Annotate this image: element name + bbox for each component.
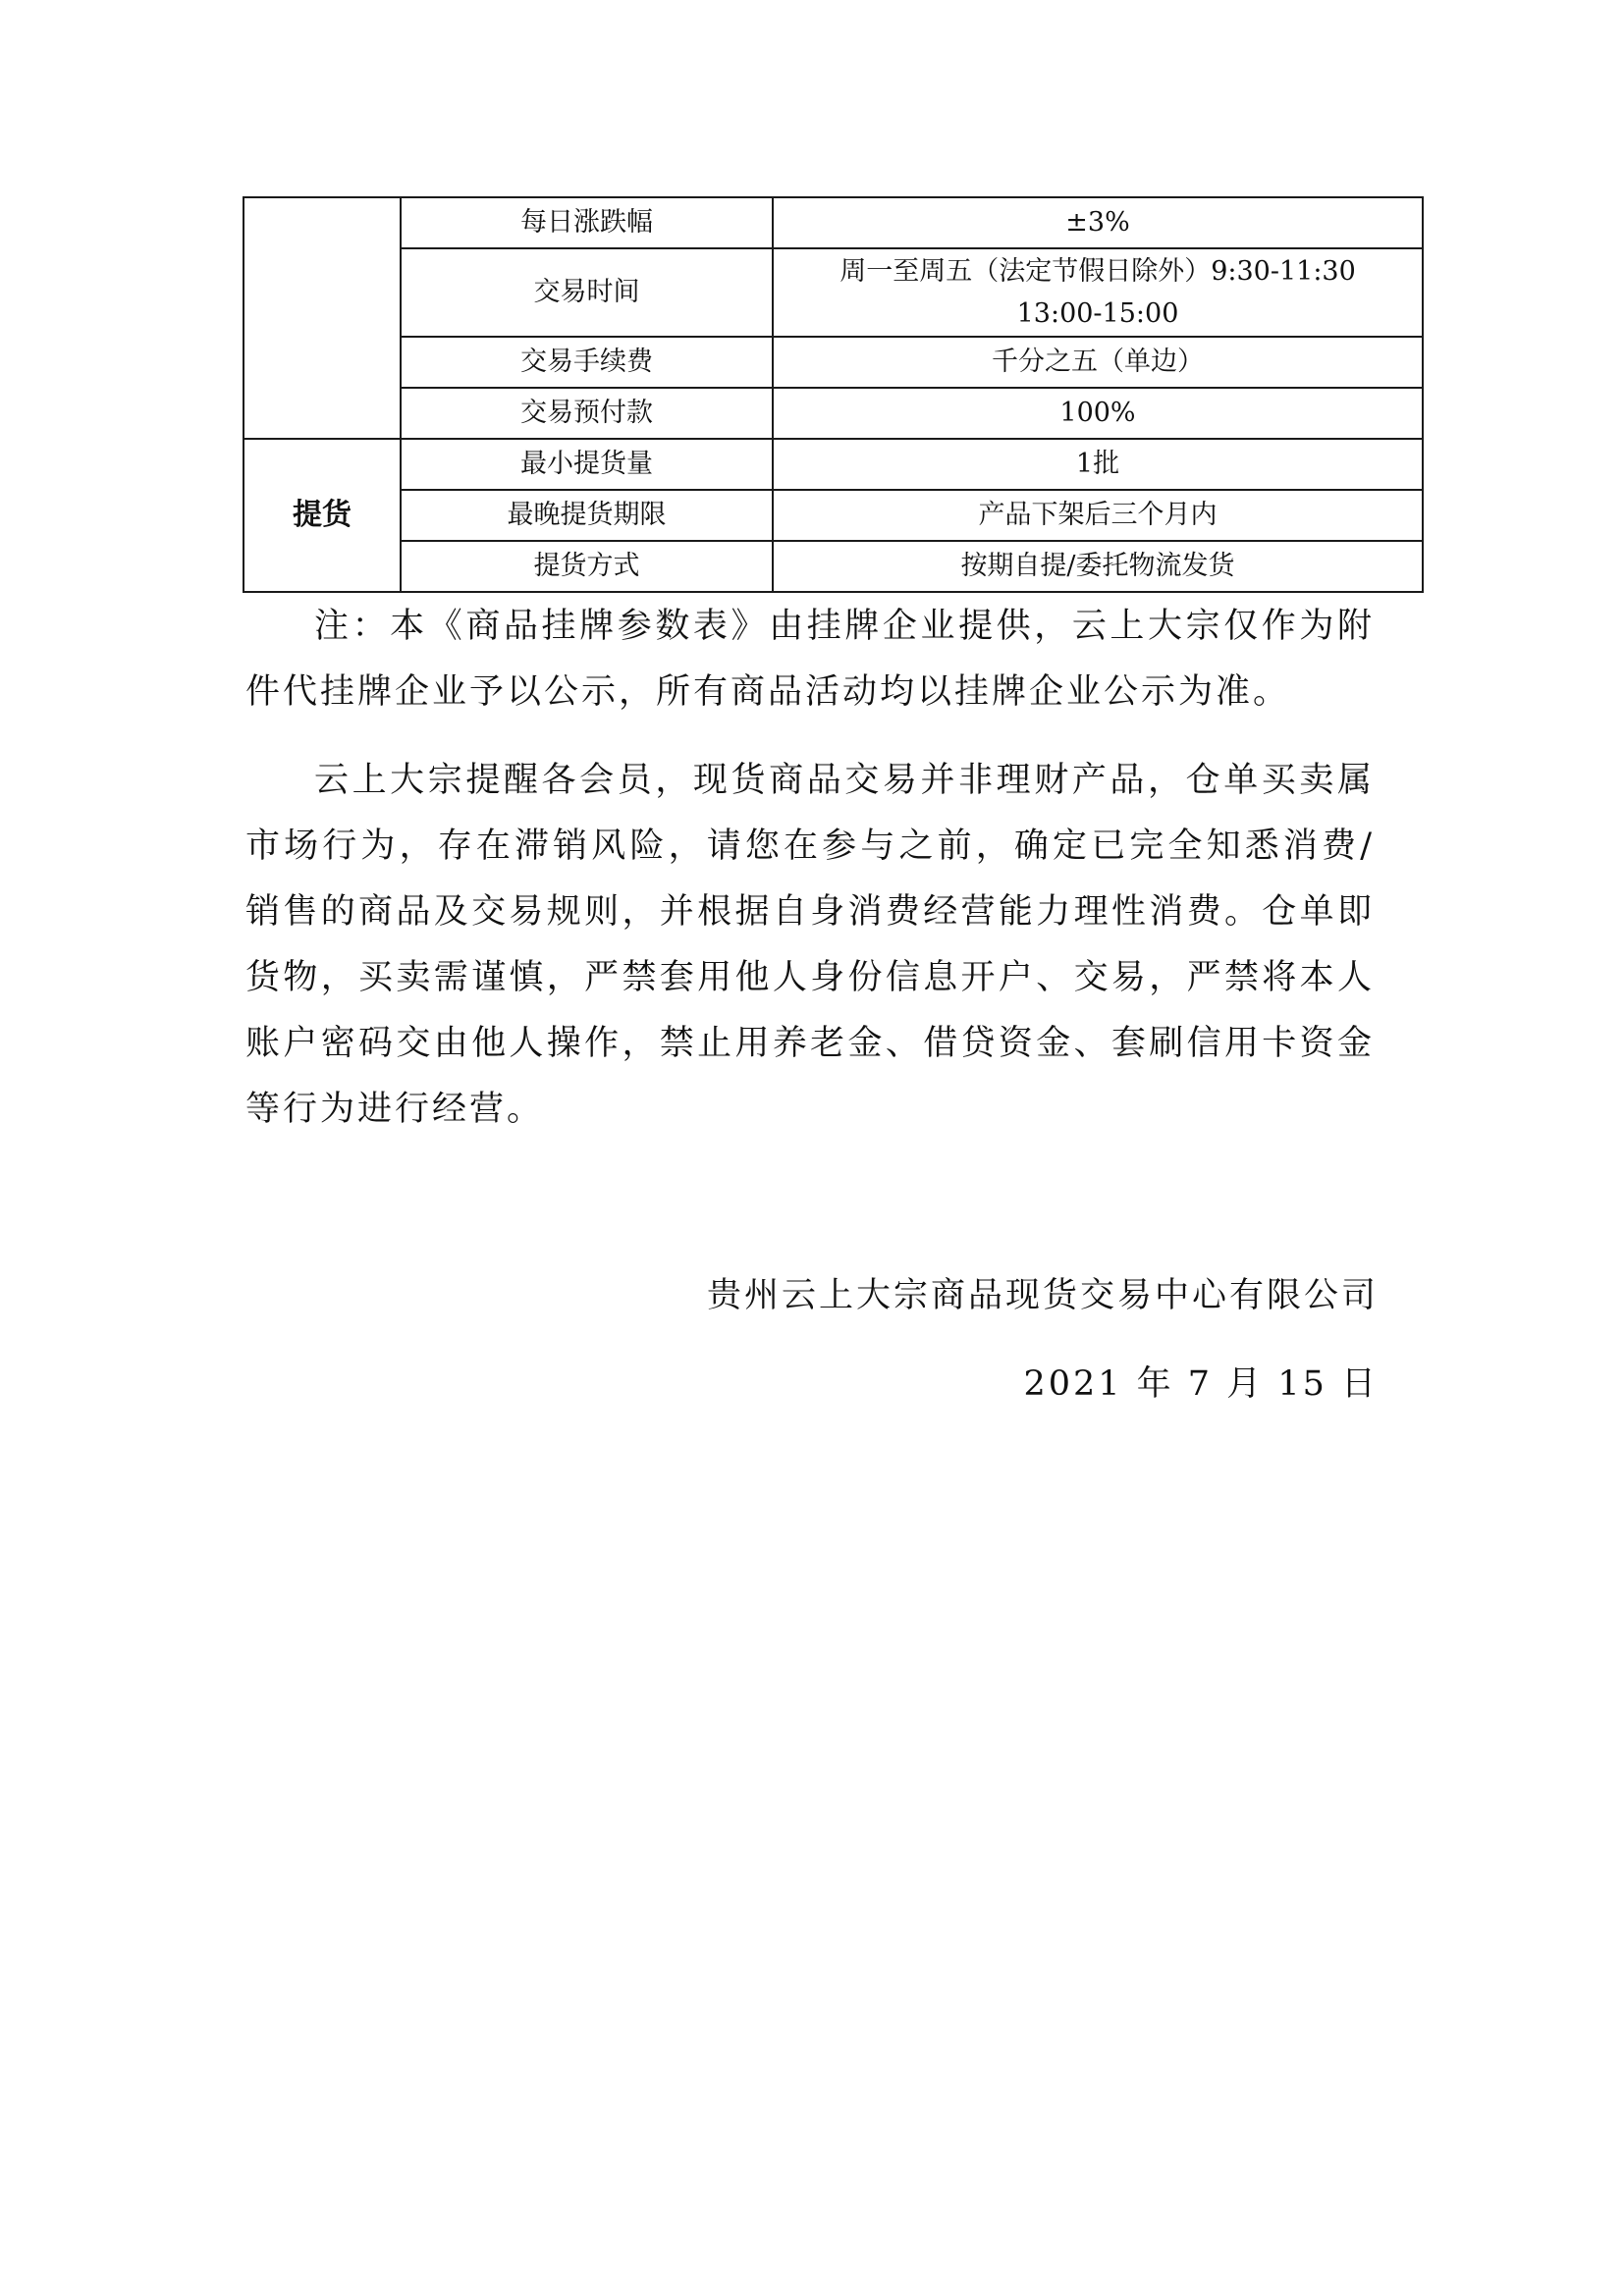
delivery-group-label: 提货 (244, 439, 401, 592)
param-name: 最晚提货期限 (401, 490, 773, 541)
signature-block (707, 1261, 1379, 1438)
param-value (773, 197, 1423, 248)
disclaimer-note: 注：本《商品挂牌参数表》由挂牌企业提供，云上大宗仅作为附件代挂牌企业予以公示，所有商品活动均以挂牌企业公示为准。 (245, 607, 1375, 712)
table-row (244, 248, 1423, 337)
company-name: 贵州云上大宗商品现货交易中心有限公司 (706, 1276, 1379, 1315)
param-name: 交易预付款 (401, 388, 773, 439)
param-value-line: 13:00-15:00 (1016, 298, 1179, 329)
table-row (244, 337, 1423, 388)
param-value: 产品下架后三个月内 (773, 490, 1423, 541)
table-row (244, 541, 1423, 592)
param-value (773, 248, 1423, 337)
param-value (773, 337, 1423, 388)
param-value-line: 周一至周五（法定节假日除外）9:30-11:30 (839, 255, 1356, 287)
param-name: 最小提货量 (401, 439, 773, 490)
param-value (773, 388, 1423, 439)
param-name: 交易时间 (401, 248, 773, 337)
notes-section (245, 594, 1375, 1165)
risk-warning: 云上大宗提醒各会员，现货商品交易并非理财产品，仓单买卖属市场行为，存在滞销风险，请您在参与之前，确定已完全知悉消费/销售的商品及交易规则，并根据自身消费经营能力理性消费。仓单即货物，买卖需谨慎，严禁套用他人身份信息开户、交易，严禁将本人账户密码交由他人操作，禁止用养老金、借贷资金、套刷信用卡资金等行为进行经营。 (245, 761, 1375, 1129)
table-row (244, 197, 1423, 248)
param-name: 交易手续费 (401, 337, 773, 388)
product-parameters-table (243, 196, 1424, 593)
param-value-line: 100% (1059, 398, 1136, 429)
param-name: 提货方式 (401, 541, 773, 592)
param-name: 每日涨跌幅 (401, 197, 773, 248)
trading-group-cell (244, 197, 401, 439)
param-value: 按期自提/委托物流发货 (773, 541, 1423, 592)
issue-date: 2021 年 7 月 15 日 (1023, 1364, 1379, 1404)
table-row (244, 439, 1423, 490)
param-value-line: ±3% (1065, 207, 1130, 239)
table-row (244, 490, 1423, 541)
param-value: 1批 (773, 439, 1423, 490)
param-value-line: 千分之五（单边） (992, 347, 1204, 378)
table-row (244, 388, 1423, 439)
